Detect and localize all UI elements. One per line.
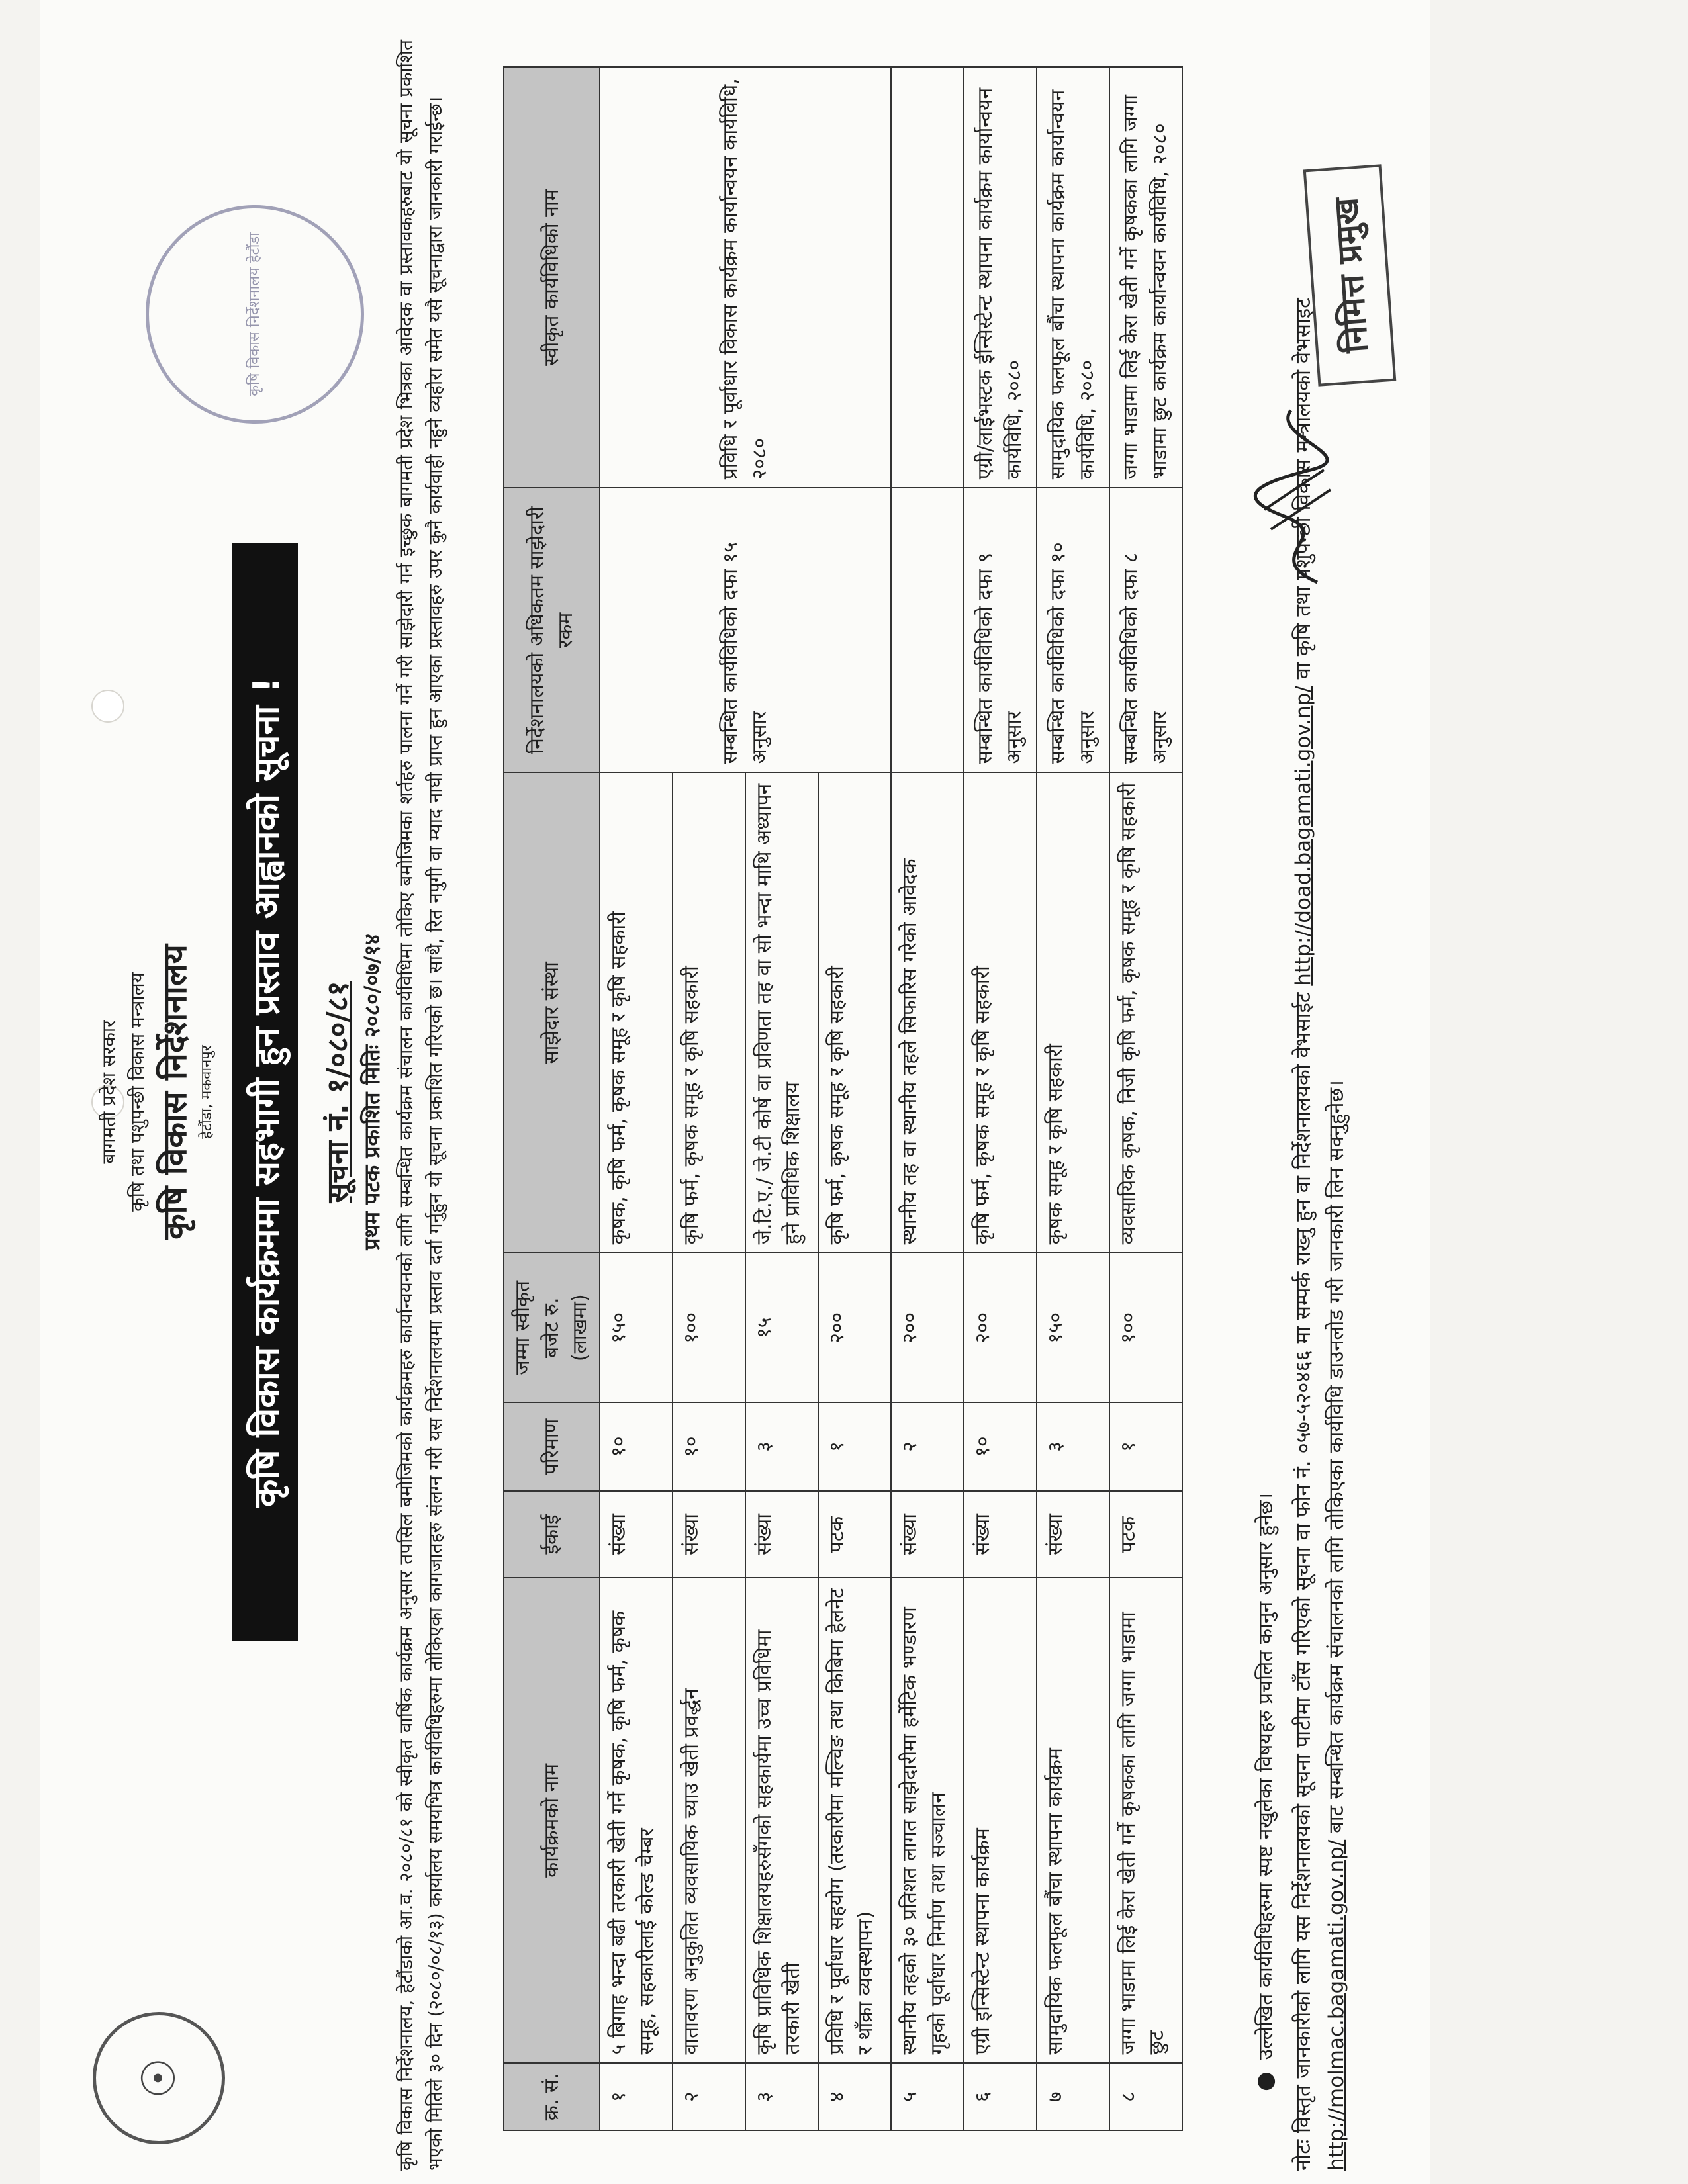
cell-sn: ६ — [964, 2063, 1037, 2130]
notice-title: कृषि विकास कार्यक्रममा सहभागी हुन प्रस्ताव आह्वानको सूचना ! — [232, 543, 298, 1641]
cell-sn: ३ — [745, 2063, 818, 2130]
col-max-share: निर्देशनालयको अधिकतम साझेदारी रकम — [504, 488, 600, 772]
scanned-page — [40, 0, 1430, 2184]
cell-unit: पटक — [818, 1491, 891, 1578]
cell-program: प्रविधि र पूर्वाधार सहयोग (तरकारीमा मल्चिङ तथा किबिमा हेलनेट र थाँक्रा व्यवस्थापन) — [818, 1578, 891, 2063]
cell-quantity: ३ — [745, 1402, 818, 1491]
cell-budget: १५० — [600, 1253, 673, 1402]
col-quantity: परिमाण — [504, 1402, 600, 1491]
cell-program: ५ बिगाह भन्दा बढी तरकारी खेती गर्ने कृषक, कृषि फर्म, कृषक समूह, सहकारीलाई कोल्ड चेम्बर — [600, 1578, 673, 2063]
cell-partner: स्थानीय तह वा स्थानीय तहले सिफारिस गरेको आवेदक — [891, 772, 964, 1253]
ministry-name: कृषि तथा पशुपन्छी विकास मन्त्रालय — [126, 972, 148, 1212]
footer-text-1b: वा कृषि तथा पशुपन्छी — [1291, 517, 1315, 680]
cell-unit: संख्या — [1037, 1491, 1109, 1578]
col-program: कार्यक्रमको नाम — [504, 1578, 600, 2063]
directorate-website-link[interactable]: http://doad.bagamati.gov.np/ — [1291, 686, 1315, 986]
cell-sn: ४ — [818, 2063, 891, 2130]
cell-sn: १ — [600, 2063, 673, 2130]
cell-max-share: सम्बन्धित कार्यविधिको दफा १० अनुसार — [1037, 488, 1109, 772]
rotated-notice — [40, 0, 1430, 2184]
cell-partner: कृषि फर्म, कृषक समूह र कृषि सहकारी — [673, 772, 745, 1253]
cell-program: वातावरण अनुकुलित व्यवसायिक च्याउ खेती प्रवर्द्धन — [673, 1578, 745, 2063]
footer-text-2b: बाट सम्बन्धित कार्यक्रम संचालनको लागि तोकिएका कार्यविधि डाउनलोड गरी जानकारी लिन सक्नुहुनेछ। — [1325, 1080, 1348, 1833]
cell-budget: १५ — [745, 1253, 818, 1402]
cell-quantity: १० — [964, 1402, 1037, 1491]
publish-date: प्रथम पटक प्रकाशित मितिः २०८०/०७/१४ — [359, 934, 385, 1250]
cell-guideline — [891, 67, 964, 488]
cell-guideline: एग्री/लाईभस्टक ईन्सिस्टेन्ट स्थापना कार्यक्रम कार्यान्वयन कार्यविधि, २०८० — [964, 67, 1037, 488]
cell-max-share: सम्बन्धित कार्यविधिको दफा ८ अनुसार — [1109, 488, 1182, 772]
col-partner: साझेदार संस्था — [504, 772, 600, 1253]
cell-partner: कृषक समूह र कृषि सहकारी — [1037, 772, 1109, 1253]
cell-quantity: २ — [891, 1402, 964, 1491]
officer-role-stamp: निमित्त प्रमुख — [1303, 164, 1397, 386]
cell-sn: ८ — [1109, 2063, 1182, 2130]
footnote-text: उल्लेखित कार्यविधिहरुमा स्पष्ट नखुलेका विषयहरु प्रचलित कानुन अनुसार हुनेछ। — [1254, 1492, 1278, 2060]
cell-quantity: १ — [1109, 1402, 1182, 1491]
cell-program: सामुदायिक फलफूल बौंचा स्थापना कार्यक्रम — [1037, 1578, 1109, 2063]
directorate-name: कृषि विकास निर्देशनालय — [156, 944, 194, 1240]
bullet-icon: ● — [1252, 2071, 1278, 2091]
cell-budget: १०० — [673, 1253, 745, 1402]
footer-text-1a: नोटः विस्तृत जानकारीको लागि यस निर्देशनालयको सूचना पाटीमा टाँस गरिएको सूचना वा फोन नं. ०५७-५२०४६६ मा सम्पर्क राख्नु हुन वा निर्देशनालयको वेभसाईट — [1291, 992, 1315, 2171]
cell-quantity: ३ — [1037, 1402, 1109, 1491]
cell-program: एग्री इन्सिस्टेन्ट स्थापना कार्यक्रम — [964, 1578, 1037, 2063]
notice-number: सूचना नं. १/०८०/८१ — [321, 981, 355, 1203]
office-location: हेटौंडा, मकवानपुर — [199, 1045, 215, 1139]
cell-unit: संख्या — [745, 1491, 818, 1578]
cell-quantity: १ — [818, 1402, 891, 1491]
cell-program: जग्गा भाडामा लिई केरा खेती गर्ने कृषकका लागि जग्गा भाडामा छुट — [1109, 1578, 1182, 2063]
cell-quantity: १० — [673, 1402, 745, 1491]
cell-program: कृषि प्राविधिक शिक्षालयहरुसँगको सहकार्यमा उच्च प्रविधिमा तरकारी खेती — [745, 1578, 818, 2063]
table-row — [964, 67, 1037, 2130]
cell-guideline: प्रविधि र पूर्वाधार विकास कार्यक्रम कार्यान्वयन कार्यविधि, २०८० — [600, 67, 891, 488]
cell-quantity: १० — [600, 1402, 673, 1491]
cell-max-share — [891, 488, 964, 772]
col-unit: ईकाई — [504, 1491, 600, 1578]
cell-sn: २ — [673, 2063, 745, 2130]
cell-unit: पटक — [1109, 1491, 1182, 1578]
cell-partner: कृषि फर्म, कृषक समूह र कृषि सहकारी — [818, 772, 891, 1253]
cell-budget: २०० — [964, 1253, 1037, 1402]
cell-partner: व्यवसायिक कृषक, निजी कृषि फर्म, कृषक समूह र कृषि सहकारी — [1109, 772, 1182, 1253]
col-budget: जम्मा स्वीकृत बजेट रु. (लाखमा) — [504, 1253, 600, 1402]
cell-max-share: सम्बन्धित कार्यविधिको दफा १५ अनुसार — [600, 488, 891, 772]
government-emblem-icon: ☉ — [93, 2012, 225, 2144]
cell-unit: संख्या — [891, 1491, 964, 1578]
table-row — [891, 67, 964, 2130]
cell-unit: संख्या — [673, 1491, 745, 1578]
table-row — [1037, 67, 1109, 2130]
seal-text: कृषि विकास निर्देशनालय हेटौंडा — [246, 232, 263, 396]
government-name: बागमती प्रदेश सरकार — [98, 1020, 120, 1164]
cell-budget: २०० — [891, 1253, 964, 1402]
col-guideline: स्वीकृत कार्यविधिको नाम — [504, 67, 600, 488]
cell-budget: २०० — [818, 1253, 891, 1402]
cell-partner: जे.टि.ए./ जे.टी कोर्ष वा प्रविणता तह वा सो भन्दा माथि अध्यापन हुने प्राविधिक शिक्षालय — [745, 772, 818, 1253]
footnote — [1251, 1493, 1278, 2091]
cell-budget: १५० — [1037, 1253, 1109, 1402]
notice-intro-paragraph: कृषि विकास निर्देशनालय, हेटौंडाको आ.व. २०८०/८१ को स्वीकृत वार्षिक कार्यक्रम अनुसार तपसिल बमोजिमको कार्यक्रमहरु कार्यान्वयनको लागि सम्बन्धित कार्यक्रम संचालन कार्यविधिमा तोकिए बमोजिमका शर्तहरु पालना गर्ने गरी साझेदारी गर्न इच्छुक बागमती प्रदेश भित्रका आवेदक वा प्रस्तावकहरुबाट यो सूचना प्रकाशित भएको मितिले ३० दिन (२०८०/०८/१३) कार्यालय समयभित्र कार्यविधिहरुमा तोकिएका कागजातहरु संलग्न गरी यस निर्देशनालयमा प्रस्ताव दर्ता गर्नुहुन यो सूचना प्रकाशित गरिएको छ। साथै, रित नपुगी वा म्याद नाघी प्राप्त हुन आएका प्रस्तावहरु उपर कुनै कार्यवाही नहुने व्यहोरा समेत यसै सूचनाद्वारा जानकारी गराईन्छ। — [395, 40, 446, 2171]
cell-partner: कृषक, कृषि फर्म, कृषक समूह र कृषि सहकारी — [600, 772, 673, 1253]
cell-unit: संख्या — [964, 1491, 1037, 1578]
cell-sn: ७ — [1037, 2063, 1109, 2130]
col-sn: क्र. सं. — [504, 2063, 600, 2130]
cell-guideline: सामुदायिक फलफूल बौंचा स्थापना कार्यक्रम कार्यान्वयन कार्यविधि, २०८० — [1037, 67, 1109, 488]
table-row — [600, 67, 673, 2130]
cell-sn: ५ — [891, 2063, 964, 2130]
signature-icon — [1244, 397, 1344, 596]
cell-unit: संख्या — [600, 1491, 673, 1578]
cell-partner: कृषि फर्म, कृषक समूह र कृषि सहकारी — [964, 772, 1037, 1253]
cell-max-share: सम्बन्धित कार्यविधिको दफा ९ अनुसार — [964, 488, 1037, 772]
footer-text-2a: विकास मन्त्रालयको वेभसाइट — [1291, 298, 1315, 511]
table-row — [1109, 67, 1182, 2130]
program-table — [503, 66, 1183, 2131]
cell-budget: १०० — [1109, 1253, 1182, 1402]
table-header-row — [504, 67, 600, 2130]
table-body — [600, 67, 1182, 2130]
cell-program: स्थानीय तहको ३० प्रतिशत लागत साझेदारीमा हर्मेटिक भण्डारण गृहको पूर्वाधार निर्माण तथा सञ्चालन — [891, 1578, 964, 2063]
cell-guideline: जग्गा भाडामा लिई केरा खेती गर्ने कृषकका लागि जग्गा भाडामा छुट कार्यक्रम कार्यान्वयन कार्यविधि, २०८० — [1109, 67, 1182, 488]
ministry-website-link[interactable]: http://molmac.bagamati.gov.np/ — [1325, 1839, 1348, 2171]
